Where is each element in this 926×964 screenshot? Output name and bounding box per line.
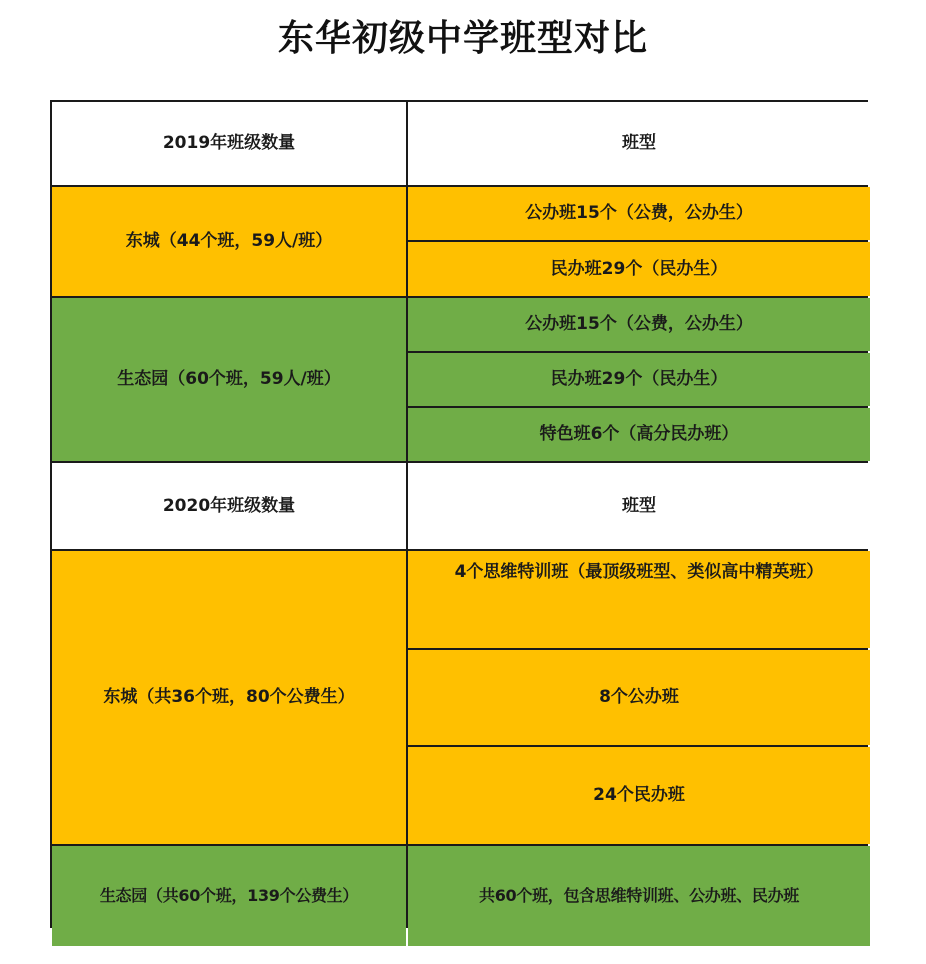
class-type-2020-shengtaiyuan-all: 共60个班，包含思维特训班、公办班、民办班	[408, 846, 870, 946]
campus-2020-dongcheng: 东城（共36个班，80个公费生）	[52, 551, 406, 844]
header-2020-class-type: 班型	[408, 463, 870, 549]
header-2019-class-type: 班型	[408, 102, 870, 185]
class-type-2020-dongcheng-private: 24个民办班	[408, 747, 870, 844]
page-title: 东华初级中学班型对比	[277, 17, 648, 59]
campus-2020-shengtaiyuan: 生态园（共60个班，139个公费生）	[52, 846, 406, 946]
class-type-2019-shengtaiyuan-private: 民办班29个（民办生）	[408, 353, 870, 406]
class-type-2019-shengtaiyuan-special: 特色班6个（高分民办班）	[408, 408, 870, 461]
campus-2019-dongcheng: 东城（44个班，59人/班）	[52, 187, 406, 296]
header-2020-class-count: 2020年班级数量	[52, 463, 406, 549]
class-type-2020-dongcheng-public: 8个公办班	[408, 650, 870, 745]
class-type-2020-dongcheng-thinking: 4个思维特训班（最顶级班型、类似高中精英班）	[408, 551, 870, 648]
class-type-2019-dongcheng-private: 民办班29个（民办生）	[408, 242, 870, 296]
class-type-2019-shengtaiyuan-public: 公办班15个（公费，公办生）	[408, 298, 870, 351]
campus-2019-shengtaiyuan: 生态园（60个班，59人/班）	[52, 298, 406, 461]
class-type-2019-dongcheng-public: 公办班15个（公费，公办生）	[408, 187, 870, 240]
comparison-table	[50, 100, 868, 928]
header-2019-class-count: 2019年班级数量	[52, 102, 406, 185]
